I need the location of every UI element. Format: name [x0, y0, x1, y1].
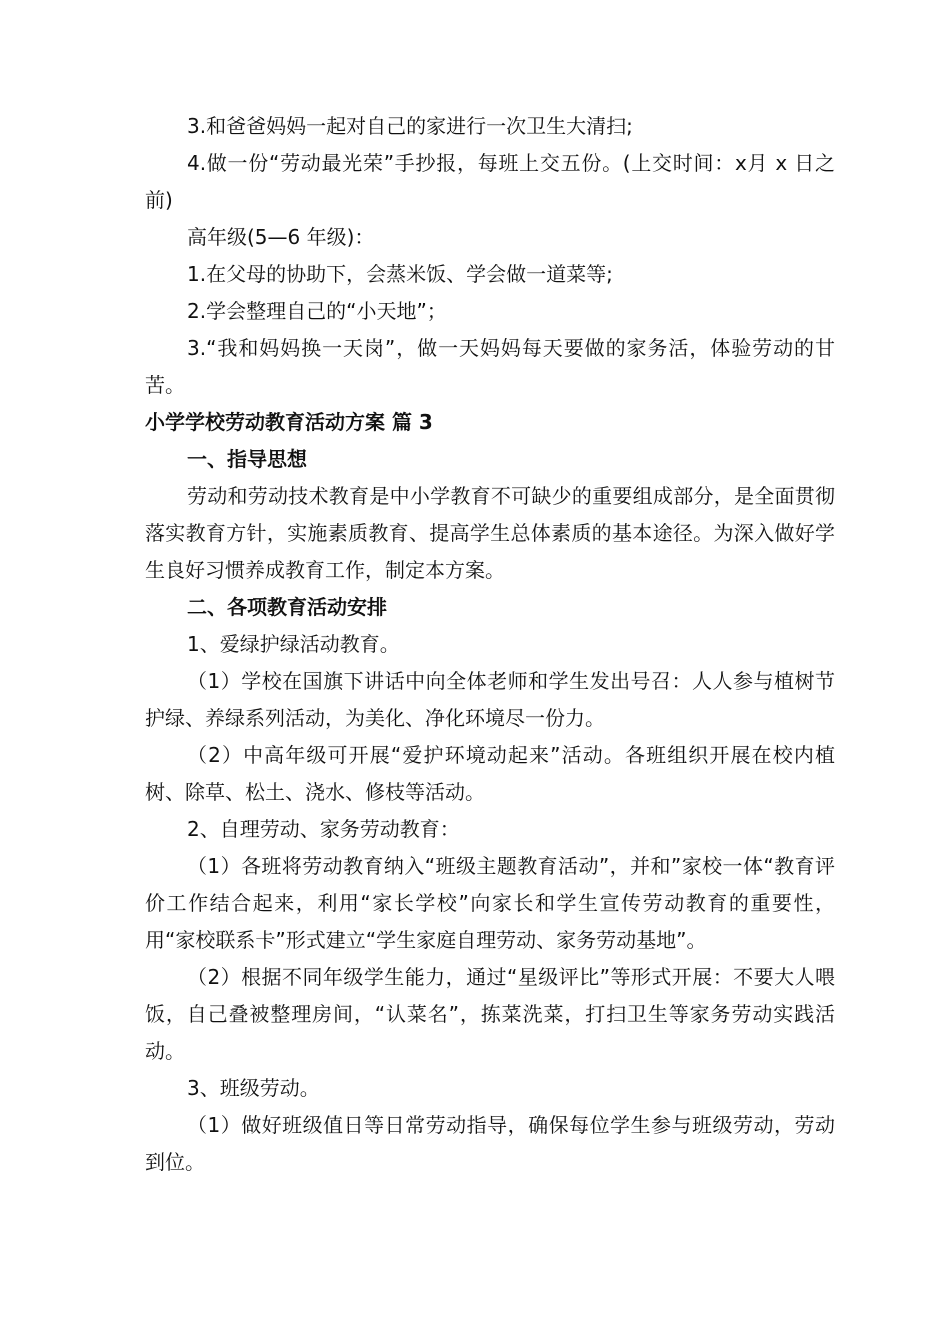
paragraph: （1）学校在国旗下讲话中向全体老师和学生发出号召：人人参与植树节护绿、养绿系列活动，为美化、净化环境尽一份力。: [145, 669, 835, 730]
paragraph: 高年级(5—6 年级)：: [187, 225, 375, 249]
paragraph: 1.在父母的协助下，会蒸米饭、学会做一道菜等;: [187, 262, 613, 286]
paragraph: 2.学会整理自己的“小天地”；: [187, 299, 447, 323]
paragraph: 3.和爸爸妈妈一起对自己的家进行一次卫生大清扫;: [187, 114, 633, 138]
paragraph: 3.“我和妈妈换一天岗”，做一天妈妈每天要做的家务活，体验劳动的甘苦。: [145, 336, 835, 397]
subheading: 一、指导思想: [187, 447, 307, 471]
subheading: 二、各项教育活动安排: [187, 595, 387, 619]
paragraph: 4.做一份“劳动最光荣”手抄报，每班上交五份。(上交时间：x月 x 日之前): [145, 151, 835, 212]
paragraph: （2）中高年级可开展“爱护环境动起来”活动。各班组织开展在校内植树、除草、松土、浇水、修枝等活动。: [145, 743, 835, 804]
paragraph: 3、班级劳动。: [187, 1076, 320, 1100]
paragraph: 2、自理劳动、家务劳动教育：: [187, 817, 460, 841]
paragraph: （1）各班将劳动教育纳入“班级主题教育活动”，并和”家校一体“教育评价工作结合起来，利用“家长学校”向家长和学生宣传劳动教育的重要性，用“家校联系卡”形式建立“学生家庭自理劳动、家务劳动基地”。: [145, 854, 835, 952]
paragraph: （1）做好班级值日等日常劳动指导，确保每位学生参与班级劳动，劳动到位。: [145, 1113, 835, 1174]
document-page: [145, 108, 835, 1181]
section-title: 小学学校劳动教育活动方案 篇 3: [145, 410, 433, 434]
paragraph: 1、爱绿护绿活动教育。: [187, 632, 400, 656]
paragraph: 劳动和劳动技术教育是中小学教育不可缺少的重要组成部分，是全面贯彻落实教育方针，实施素质教育、提高学生总体素质的基本途径。为深入做好学生良好习惯养成教育工作，制定本方案。: [145, 484, 835, 582]
paragraph: （2）根据不同年级学生能力，通过“星级评比”等形式开展：不要大人喂饭，自己叠被整理房间，“认菜名”，拣菜洗菜，打扫卫生等家务劳动实践活动。: [145, 965, 835, 1063]
